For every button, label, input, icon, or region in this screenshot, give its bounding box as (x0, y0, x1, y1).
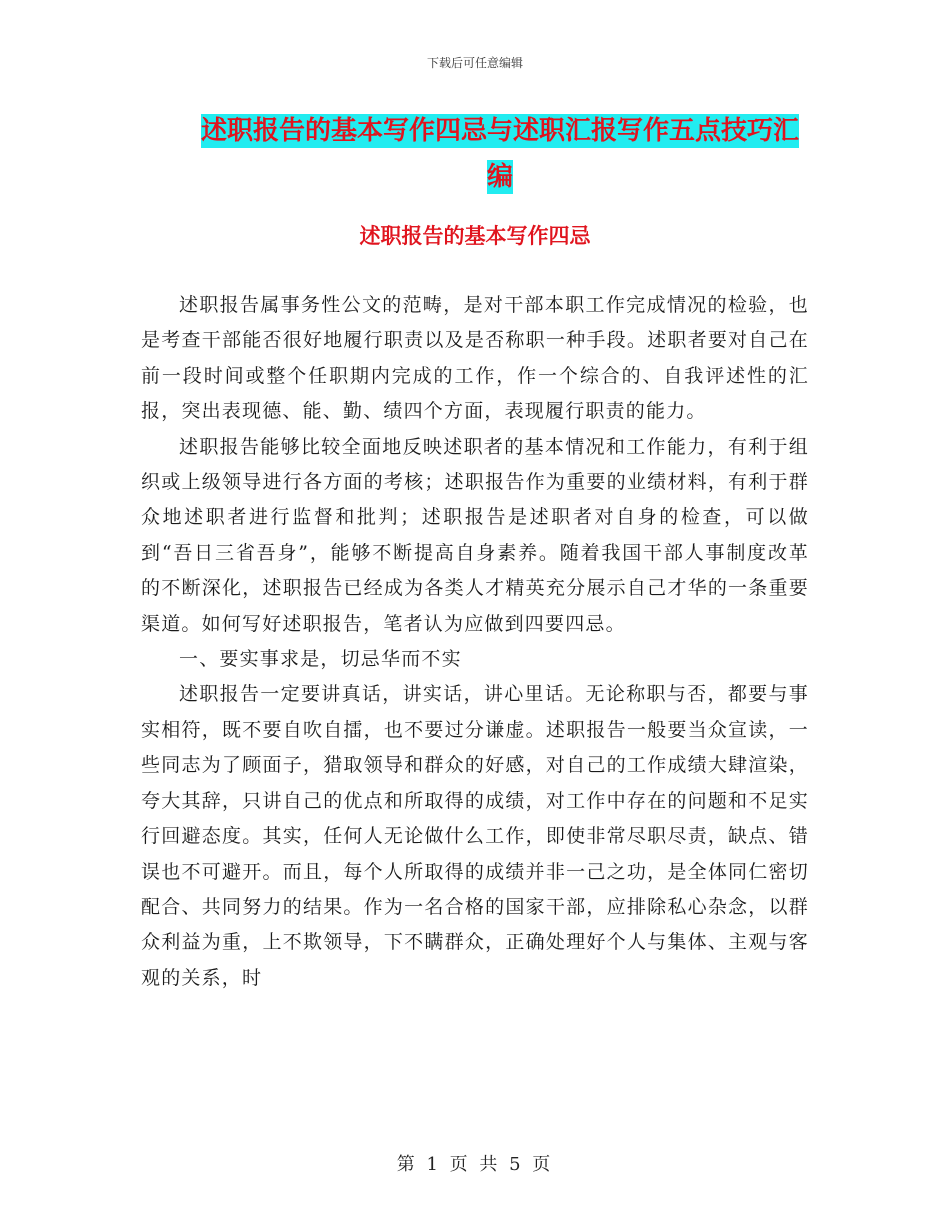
paragraph-intro: 述职报告属事务性公文的范畴，是对干部本职工作完成情况的检验，也是考查干部能否很好地履行职责以及是否称职一种手段。述职者要对自己在前一段时间或整个任职期内完成的工作，作一个综合的、自我评述性的汇报，突出表现德、能、勤、绩四个方面，表现履行职责的能力。 (141, 294, 809, 423)
document-title (140, 108, 860, 200)
page-footer: 第 1 页 共 5 页 (396, 1154, 554, 1175)
title-line-1: 述职报告的基本写作四忌与述职汇报写作五点技巧汇 (200, 116, 799, 146)
section-title: 述职报告的基本写作四忌 (359, 224, 591, 248)
paragraph-truthfulness: 述职报告一定要讲真话，讲实话，讲心里话。无论称职与否，都要与事实相符，既不要自吹自擂，也不要过分谦虚。述职报告一般要当众宣读，一些同志为了顾面子，猎取领导和群众的好感，对自己的工作成绩大肆渲染，夸大其辞，只讲自己的优点和所取得的成绩，对工作中存在的问题和不足实行回避态度。其实，任何人无论做什么工作，即使非常尽职尽责，缺点、错误也不可避开。而且，每个人所取得的成绩并非一己之功，是全体同仁密切配合、共同努力的结果。作为一名合格的国家干部，应排除私心杂念，以群众利益为重，上不欺领导，下不瞒群众，正确处理好个人与集体、主观与客观的关系，时 (141, 683, 809, 989)
paragraph-benefits: 述职报告能够比较全面地反映述职者的基本情况和工作能力，有利于组织或上级领导进行各方面的考核；述职报告作为重要的业绩材料，有利于群众地述职者进行监督和批判；述职报告是述职者对自身的检查，可以做到“吾日三省吾身”，能够不断提高自身素养。随着我国干部人事制度改革的不断深化，述职报告已经成为各类人才精英充分展示自己才华的一条重要渠道。如何写好述职报告，笔者认为应做到四要四忌。 (141, 435, 809, 635)
title-line-2: 编 (486, 162, 513, 192)
document-body (141, 288, 809, 996)
header-note: 下载后可任意编辑 (426, 56, 523, 70)
paragraph-heading-1: 一、要实事求是，切忌华而不实 (179, 648, 462, 671)
